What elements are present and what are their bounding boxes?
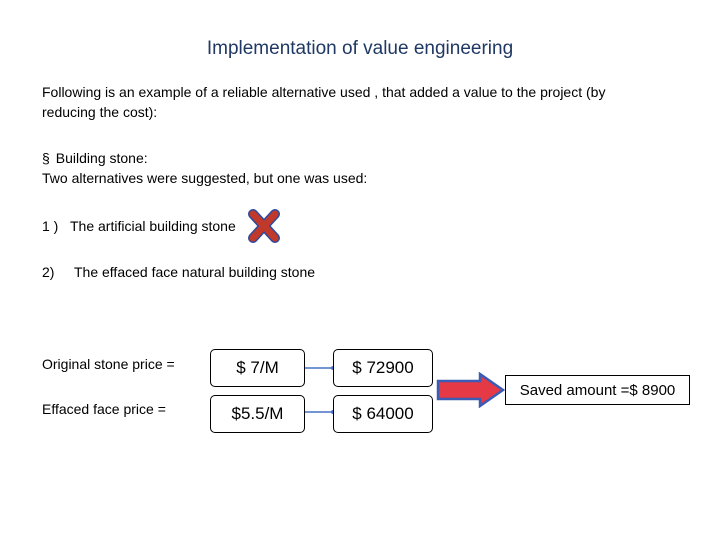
arrow-right-icon [436, 372, 506, 408]
original-unit-price-box: $ 7/M [210, 349, 305, 387]
section-subtext: Two alternatives were suggested, but one was used: [42, 170, 368, 186]
effaced-price-label: Effaced face price = [42, 401, 166, 417]
slide-title: Implementation of value engineering [206, 38, 514, 59]
original-total-box: $ 72900 [333, 349, 433, 387]
original-price-label: Original stone price = [42, 356, 175, 372]
section-heading: Building stone: [55, 150, 148, 166]
intro-line-1: Following is an example of a reliable alternative used , that added a value to the project (by [42, 84, 606, 100]
alternative-number: 1 ) [42, 218, 59, 234]
intro-line-2: reducing the cost): [42, 104, 158, 120]
effaced-total-box: $ 64000 [333, 395, 433, 433]
bullet-icon: § [42, 150, 50, 166]
alternative-text: The effaced face natural building stone [74, 264, 316, 280]
alternative-number: 2) [42, 264, 55, 280]
effaced-unit-price-box: $5.5/M [210, 395, 305, 433]
alternative-text: The artificial building stone [70, 218, 236, 234]
saved-amount-box: Saved amount =$ 8900 [505, 375, 690, 405]
